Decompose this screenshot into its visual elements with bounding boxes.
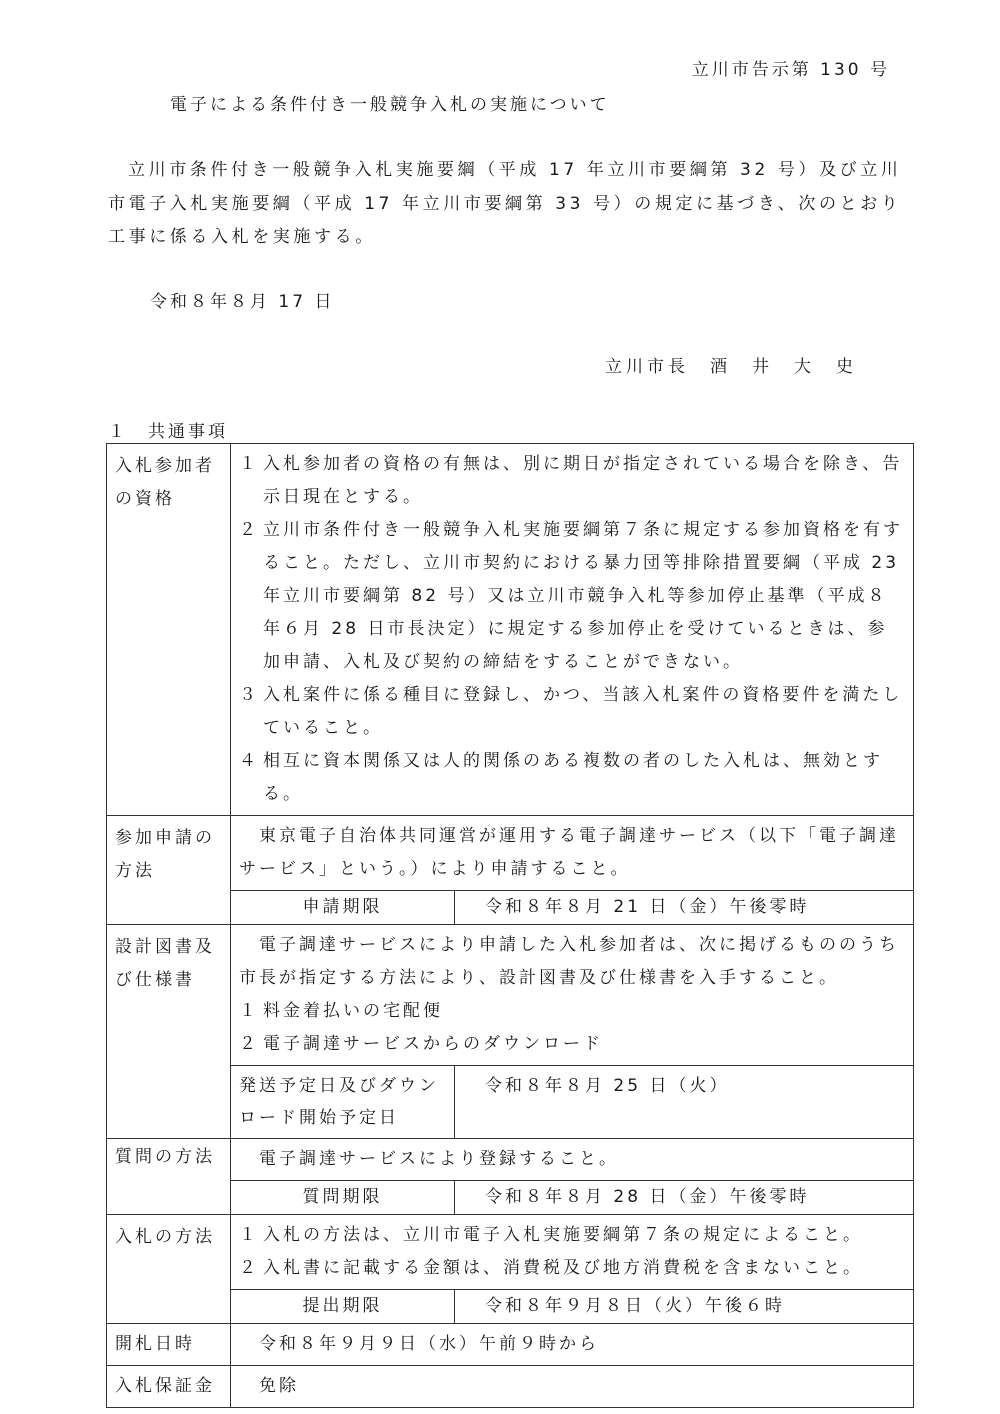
opening-value: 令和８年９月９日（水）午前９時から (231, 1324, 914, 1366)
table-row (107, 1215, 914, 1290)
list-item: ３ 入札案件に係る種目に登録し、かつ、当該入札案件の資格要件を満たしていること。 (239, 685, 903, 738)
table-row (107, 1366, 914, 1408)
list-item: ２ 電子調達サービスからのダウンロード (239, 1034, 603, 1054)
body-paragraph-line: 市電子入札実施要綱（平成 17 年立川市要綱第 33 号）の規定に基づき、次のとおり (108, 194, 902, 214)
application-deadline-label: 申請期限 (231, 891, 455, 925)
notice-number: 立川市告示第 130 号 (691, 60, 890, 80)
list-item: ４ 相互に資本関係又は人的関係のある複数の者のした入札は、無効とする。 (239, 751, 883, 804)
bidding-deadline-label: 提出期限 (231, 1290, 455, 1324)
row-label-application: 参加申請の方法 (107, 816, 231, 925)
application-text: 東京電子自治体共同運営が運用する電子調達サービス（以下「電子調達サービス」という。）により申請すること。 (231, 816, 914, 891)
section-heading: １ 共通事項 (108, 422, 228, 442)
bidding-content (231, 1215, 914, 1290)
row-label-opening: 開札日時 (107, 1324, 231, 1366)
questions-deadline-value: 令和８年８月 28 日（金）午後零時 (455, 1181, 914, 1215)
table-row (107, 444, 914, 816)
list-item: ２ 立川市条件付き一般競争入札実施要綱第７条に規定する参加資格を有すること。ただし、立川市契約における暴力団等排除措置要綱（平成 23 年立川市要綱第 82 号）又は立川市競争入札等参加停止基準（平成８年６月 28 日市長決定）に規定する参加停止を受けているときは、参加申請、入札及び契約の締結をすることができない。 (239, 520, 903, 672)
list-item: １ 料金着払いの宅配便 (239, 1001, 443, 1021)
specifications-date-label: 発送予定日及びダウンロード開始予定日 (231, 1066, 455, 1139)
specifications-text: 電子調達サービスにより申請した入札参加者は、次に掲げるもののうち市長が指定する方法により、設計図書及び仕様書を入手すること。 (239, 935, 899, 988)
document-date: 令和８年８月 17 日 (150, 292, 335, 312)
list-item: １ 入札参加者の資格の有無は、別に期日が指定されている場合を除き、告示日現在とする。 (239, 454, 903, 507)
document-title: 電子による条件付き一般競争入札の実施について (170, 95, 610, 115)
application-deadline-value: 令和８年８月 21 日（金）午後零時 (455, 891, 914, 925)
deposit-value: 免除 (231, 1366, 914, 1408)
signer: 立川市長 酒 井 大 史 (605, 357, 857, 377)
table-row (107, 816, 914, 891)
row-label-specifications: 設計図書及び仕様書 (107, 925, 231, 1139)
specifications-date-value: 令和８年８月 25 日（火） (455, 1066, 914, 1139)
common-items-table (106, 443, 914, 1408)
questions-deadline-label: 質問期限 (231, 1181, 455, 1215)
row-label-deposit: 入札保証金 (107, 1366, 231, 1408)
body-paragraph-line: 工事に係る入札を実施する。 (108, 227, 376, 247)
table-row (107, 1139, 914, 1181)
qualification-content (231, 444, 914, 816)
bidding-deadline-value: 令和８年９月８日（火）午後６時 (455, 1290, 914, 1324)
body-paragraph-line: 立川市条件付き一般競争入札実施要綱（平成 17 年立川市要綱第 32 号）及び立川 (128, 160, 902, 180)
list-item: ２ 入札書に記載する金額は、消費税及び地方消費税を含まないこと。 (239, 1258, 863, 1278)
questions-text: 電子調達サービスにより登録すること。 (231, 1139, 914, 1181)
table-row (107, 925, 914, 1066)
table-row (107, 1324, 914, 1366)
specifications-content (231, 925, 914, 1066)
row-label-qualification: 入札参加者の資格 (107, 444, 231, 816)
row-label-bidding: 入札の方法 (107, 1215, 231, 1324)
row-label-questions: 質問の方法 (107, 1139, 231, 1215)
list-item: １ 入札の方法は、立川市電子入札実施要綱第７条の規定によること。 (239, 1225, 863, 1245)
